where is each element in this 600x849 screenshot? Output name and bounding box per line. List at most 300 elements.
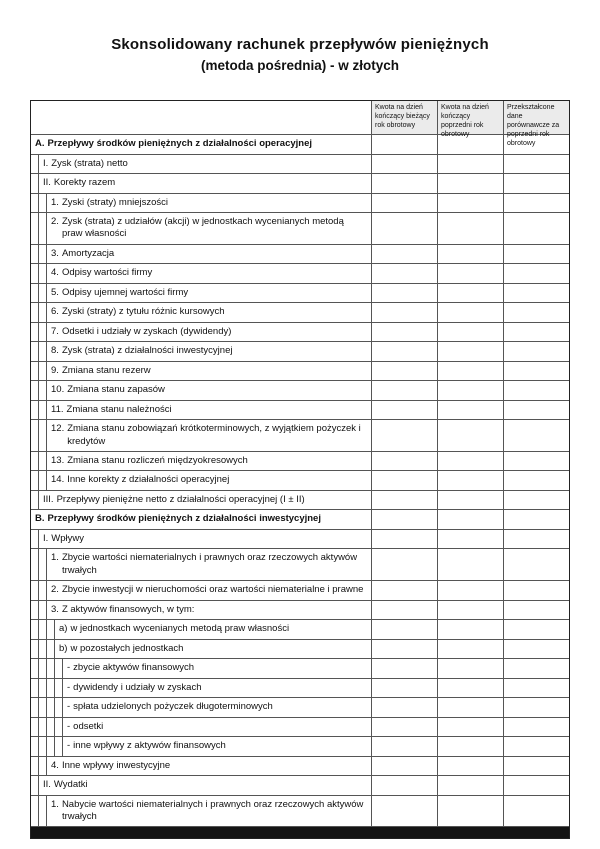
indent-guide — [47, 718, 55, 737]
row-number: I. — [43, 532, 49, 544]
value-cell[interactable] — [371, 549, 437, 580]
indent-guide — [39, 679, 47, 698]
value-cell[interactable] — [371, 640, 437, 659]
row-label — [31, 284, 371, 303]
value-cell[interactable] — [503, 776, 569, 795]
indent-guide — [39, 245, 47, 264]
column-header-previous-year: Kwota na dzień kończący poprzedni rok obrotowy — [437, 101, 503, 134]
indent-guide — [55, 718, 63, 737]
indent-guide — [47, 620, 55, 639]
value-cell[interactable] — [371, 342, 437, 361]
indent-guide — [55, 679, 63, 698]
value-cell[interactable] — [371, 737, 437, 756]
row-text: Inne korekty z działalności operacyjnej — [67, 474, 230, 486]
row-number: 11. — [51, 403, 64, 415]
row-text: spłata udzielonych pożyczek długoterminowych — [73, 701, 273, 713]
indent-guide — [31, 420, 39, 451]
table-row — [31, 640, 569, 660]
value-cell[interactable] — [503, 155, 569, 174]
row-number: 4. — [51, 759, 59, 771]
row-label — [31, 757, 371, 776]
indent-guide — [31, 155, 39, 174]
indent-guide — [39, 718, 47, 737]
row-number: 6. — [51, 306, 59, 318]
value-cell[interactable] — [371, 264, 437, 283]
indent-guide — [47, 737, 55, 756]
value-cell[interactable] — [437, 659, 503, 678]
row-text: Zysk (strata) netto — [51, 157, 128, 169]
value-cell[interactable] — [437, 401, 503, 420]
indent-guide — [39, 284, 47, 303]
row-number: 10. — [51, 384, 65, 396]
value-cell[interactable] — [503, 510, 569, 529]
row-label — [31, 620, 371, 639]
row-text: Odpisy wartości firmy — [61, 267, 153, 279]
value-cell[interactable] — [437, 549, 503, 580]
row-number: II. — [43, 779, 51, 791]
indent-guide — [31, 698, 39, 717]
row-text: zbycie aktywów finansowych — [73, 662, 195, 674]
indent-guide — [39, 342, 47, 361]
value-cell[interactable] — [437, 737, 503, 756]
row-number: - — [67, 720, 71, 732]
value-cell[interactable] — [503, 601, 569, 620]
value-cell[interactable] — [503, 659, 569, 678]
value-cell[interactable] — [503, 174, 569, 193]
value-cell[interactable] — [437, 510, 503, 529]
value-cell[interactable] — [437, 796, 503, 827]
row-text: Zmiana stanu zobowiązań krótkoterminowych, z wyjątkiem pożyczek i kredytów — [67, 423, 361, 447]
row-label — [31, 796, 371, 827]
row-text: Zyski (straty) mniejszości — [61, 196, 169, 208]
row-text: Przepływy środków pieniężnych z działalności operacyjnej — [47, 138, 313, 149]
value-cell[interactable] — [371, 245, 437, 264]
indent-guide — [39, 213, 47, 244]
value-cell[interactable] — [503, 679, 569, 698]
table-row — [31, 194, 569, 214]
indent-guide — [47, 659, 55, 678]
row-text: Zysk (strata) z udziałów (akcji) w jednostkach wycenianych metodą praw własności — [61, 216, 344, 240]
row-text: Zbycie inwestycji w nieruchomości oraz wartości niematerialne i prawne — [61, 584, 364, 596]
value-cell[interactable] — [437, 284, 503, 303]
value-cell[interactable] — [503, 549, 569, 580]
row-label — [31, 530, 371, 549]
table-row — [31, 718, 569, 738]
row-number: I. — [43, 157, 49, 169]
row-number: 3. — [51, 603, 59, 615]
table-body — [31, 135, 569, 827]
value-cell[interactable] — [371, 698, 437, 717]
indent-guide — [31, 303, 39, 322]
value-cell[interactable] — [503, 135, 569, 154]
indent-guide — [39, 401, 47, 420]
row-label — [31, 581, 371, 600]
row-label — [31, 640, 371, 659]
row-text: Amortyzacja — [61, 247, 115, 259]
table-row — [31, 245, 569, 265]
indent-guide — [39, 698, 47, 717]
indent-guide — [31, 264, 39, 283]
indent-guide — [31, 245, 39, 264]
table-row — [31, 381, 569, 401]
row-text: Nabycie wartości niematerialnych i prawnych oraz rzeczowych aktywów trwałych — [61, 798, 364, 822]
value-cell[interactable] — [371, 194, 437, 213]
value-cell[interactable] — [437, 135, 503, 154]
table-row — [31, 776, 569, 796]
value-cell[interactable] — [503, 284, 569, 303]
value-cell[interactable] — [437, 362, 503, 381]
value-cell[interactable] — [371, 381, 437, 400]
value-cell[interactable] — [371, 155, 437, 174]
row-text: w pozostałych jednostkach — [70, 642, 184, 654]
row-number: - — [67, 681, 71, 693]
value-cell[interactable] — [437, 452, 503, 471]
value-cell[interactable] — [437, 620, 503, 639]
table-row — [31, 362, 569, 382]
section-header-row — [31, 135, 569, 155]
value-cell[interactable] — [437, 213, 503, 244]
row-text: Z aktywów finansowych, w tym: — [61, 603, 195, 615]
value-cell[interactable] — [371, 135, 437, 154]
indent-guide — [39, 796, 47, 827]
value-cell[interactable] — [503, 303, 569, 322]
row-number: 3. — [51, 247, 59, 259]
value-cell[interactable] — [503, 452, 569, 471]
indent-guide — [31, 174, 39, 193]
value-cell[interactable] — [437, 194, 503, 213]
row-label — [31, 420, 371, 451]
value-cell[interactable] — [437, 420, 503, 451]
table-row — [31, 174, 569, 194]
table-row — [31, 737, 569, 757]
indent-guide — [31, 530, 39, 549]
row-text: Zbycie wartości niematerialnych i prawnych oraz rzeczowych aktywów trwałych — [61, 552, 358, 576]
row-label — [31, 264, 371, 283]
value-cell[interactable] — [503, 491, 569, 510]
indent-guide — [47, 698, 55, 717]
row-label — [31, 135, 371, 154]
indent-guide — [39, 620, 47, 639]
table-row — [31, 491, 569, 511]
row-number: II. — [43, 177, 51, 188]
section-header-row — [31, 510, 569, 530]
value-cell[interactable] — [503, 530, 569, 549]
value-cell[interactable] — [503, 323, 569, 342]
row-label — [31, 362, 371, 381]
row-number: - — [67, 740, 71, 752]
value-cell[interactable] — [503, 342, 569, 361]
indent-guide — [31, 284, 39, 303]
table-row — [31, 698, 569, 718]
value-cell[interactable] — [437, 323, 503, 342]
row-number: 1. — [51, 196, 59, 208]
value-cell[interactable] — [503, 471, 569, 490]
table-row — [31, 679, 569, 699]
value-cell[interactable] — [437, 155, 503, 174]
row-number: 7. — [51, 325, 59, 337]
value-cell[interactable] — [371, 776, 437, 795]
indent-guide — [31, 401, 39, 420]
cutoff-band — [31, 827, 569, 838]
value-cell[interactable] — [437, 640, 503, 659]
column-header-current-year: Kwota na dzień kończący bieżący rok obrotowy — [371, 101, 437, 134]
row-number: 9. — [51, 364, 59, 376]
row-label — [31, 323, 371, 342]
row-number: 1. — [51, 552, 59, 564]
indent-guide — [31, 549, 39, 580]
row-text: Zmiana stanu należności — [66, 403, 172, 415]
indent-guide — [31, 581, 39, 600]
row-number: 1. — [51, 798, 59, 810]
indent-guide — [39, 737, 47, 756]
value-cell[interactable] — [503, 640, 569, 659]
row-text: Przepływy pieniężne netto z działalności operacyjnej (I ± II) — [56, 493, 305, 505]
row-text: Inne wpływy inwestycyjne — [61, 759, 171, 771]
value-cell[interactable] — [437, 601, 503, 620]
row-label — [31, 601, 371, 620]
row-number: 2. — [51, 584, 59, 596]
row-label — [31, 549, 371, 580]
row-text: Zmiana stanu zapasów — [67, 384, 165, 396]
row-text: inne wpływy z aktywów finansowych — [73, 740, 226, 752]
indent-guide — [31, 757, 39, 776]
value-cell[interactable] — [371, 510, 437, 529]
value-cell[interactable] — [503, 401, 569, 420]
table-row — [31, 155, 569, 175]
indent-guide — [39, 471, 47, 490]
value-cell[interactable] — [437, 303, 503, 322]
column-header-restated-data: Przekształcone dane porównawcze za poprzedni rok obrotowy — [503, 101, 569, 134]
row-label — [31, 659, 371, 678]
row-number: 13. — [51, 454, 65, 466]
indent-guide — [39, 323, 47, 342]
value-cell[interactable] — [371, 303, 437, 322]
value-cell[interactable] — [371, 452, 437, 471]
table-row — [31, 796, 569, 828]
indent-guide — [31, 776, 39, 795]
value-cell[interactable] — [371, 659, 437, 678]
indent-guide — [31, 640, 39, 659]
table-row — [31, 530, 569, 550]
row-label — [31, 776, 371, 795]
value-cell[interactable] — [437, 718, 503, 737]
value-cell[interactable] — [503, 581, 569, 600]
value-cell[interactable] — [437, 776, 503, 795]
indent-guide — [31, 323, 39, 342]
row-text: Wydatki — [53, 779, 88, 791]
indent-guide — [31, 491, 39, 510]
value-cell[interactable] — [503, 213, 569, 244]
value-cell[interactable] — [437, 698, 503, 717]
indent-guide — [39, 640, 47, 659]
row-label — [31, 679, 371, 698]
value-cell[interactable] — [371, 420, 437, 451]
row-label — [31, 401, 371, 420]
value-cell[interactable] — [503, 718, 569, 737]
indent-guide — [55, 659, 63, 678]
value-cell[interactable] — [371, 530, 437, 549]
row-label — [31, 245, 371, 264]
indent-guide — [55, 737, 63, 756]
row-label — [31, 194, 371, 213]
value-cell[interactable] — [503, 194, 569, 213]
value-cell[interactable] — [503, 245, 569, 264]
indent-guide — [31, 737, 39, 756]
indent-guide — [31, 362, 39, 381]
row-text: Przepływy środków pieniężnych z działalności inwestycyjnej — [47, 513, 321, 525]
document-title: Skonsolidowany rachunek przepływów pieniężnych — [111, 36, 489, 53]
table-row — [31, 284, 569, 304]
value-cell[interactable] — [503, 264, 569, 283]
value-cell[interactable] — [371, 601, 437, 620]
value-cell[interactable] — [371, 323, 437, 342]
indent-guide — [39, 420, 47, 451]
indent-guide — [31, 796, 39, 827]
indent-guide — [31, 659, 39, 678]
indent-guide — [39, 601, 47, 620]
value-cell[interactable] — [371, 757, 437, 776]
value-cell[interactable] — [437, 530, 503, 549]
value-cell[interactable] — [371, 401, 437, 420]
row-label — [31, 155, 371, 174]
table-row — [31, 303, 569, 323]
value-cell[interactable] — [371, 796, 437, 827]
value-cell[interactable] — [503, 698, 569, 717]
value-cell[interactable] — [437, 174, 503, 193]
indent-guide — [39, 362, 47, 381]
indent-guide — [31, 194, 39, 213]
table-row — [31, 342, 569, 362]
value-cell[interactable] — [437, 581, 503, 600]
row-text: dywidendy i udziały w zyskach — [73, 681, 202, 693]
indent-guide — [39, 581, 47, 600]
row-number: - — [67, 662, 71, 674]
value-cell[interactable] — [437, 264, 503, 283]
row-label — [31, 342, 371, 361]
row-label — [31, 471, 371, 490]
row-number: 4. — [51, 267, 59, 279]
value-cell[interactable] — [503, 362, 569, 381]
document-subtitle: (metoda pośrednia) - w złotych — [200, 58, 400, 73]
row-number: - — [67, 701, 71, 713]
row-label — [31, 381, 371, 400]
row-number: 5. — [51, 286, 59, 298]
row-text: Zmiana stanu rozliczeń międzyokresowych — [67, 454, 248, 466]
indent-guide — [39, 659, 47, 678]
table-row — [31, 659, 569, 679]
table-row — [31, 323, 569, 343]
row-label — [31, 213, 371, 244]
indent-guide — [31, 471, 39, 490]
value-cell[interactable] — [503, 757, 569, 776]
indent-guide — [31, 718, 39, 737]
indent-guide — [55, 698, 63, 717]
row-number: B. — [35, 513, 45, 525]
table-row — [31, 601, 569, 621]
indent-guide — [31, 620, 39, 639]
value-cell[interactable] — [371, 718, 437, 737]
value-cell[interactable] — [371, 362, 437, 381]
indent-guide — [39, 549, 47, 580]
value-cell[interactable] — [503, 420, 569, 451]
indent-guide — [39, 194, 47, 213]
value-cell[interactable] — [371, 213, 437, 244]
indent-guide — [39, 381, 47, 400]
row-label — [31, 510, 371, 529]
value-cell[interactable] — [371, 471, 437, 490]
row-text: odsetki — [73, 720, 104, 732]
indent-guide — [39, 303, 47, 322]
row-number: A. — [35, 138, 45, 149]
value-cell[interactable] — [437, 245, 503, 264]
value-cell[interactable] — [503, 381, 569, 400]
value-cell[interactable] — [437, 679, 503, 698]
indent-guide — [31, 601, 39, 620]
row-text: Odsetki i udziały w zyskach (dywidendy) — [61, 325, 232, 337]
row-number: III. — [43, 493, 54, 505]
indent-guide — [31, 452, 39, 471]
row-label — [31, 737, 371, 756]
indent-guide — [39, 264, 47, 283]
indent-guide — [31, 381, 39, 400]
row-label — [31, 698, 371, 717]
row-label — [31, 303, 371, 322]
row-text: Odpisy ujemnej wartości firmy — [61, 286, 189, 298]
value-cell[interactable] — [371, 679, 437, 698]
indent-guide — [31, 213, 39, 244]
value-cell[interactable] — [437, 491, 503, 510]
row-text: w jednostkach wycenianych metodą praw własności — [70, 623, 290, 635]
row-number: 8. — [51, 345, 59, 357]
value-cell[interactable] — [371, 620, 437, 639]
indent-guide — [39, 452, 47, 471]
row-label — [31, 718, 371, 737]
value-cell[interactable] — [503, 737, 569, 756]
table-row — [31, 620, 569, 640]
value-cell[interactable] — [371, 284, 437, 303]
table-row — [31, 401, 569, 421]
row-text: Wpływy — [51, 532, 85, 544]
row-text: Zyski (straty) z tytułu różnic kursowych — [61, 306, 225, 318]
row-number: 2. — [51, 216, 59, 227]
row-label — [31, 452, 371, 471]
value-cell[interactable] — [371, 581, 437, 600]
header-label-cell — [31, 101, 371, 134]
value-cell[interactable] — [371, 174, 437, 193]
table-row — [31, 581, 569, 601]
value-cell[interactable] — [503, 796, 569, 827]
table-row — [31, 549, 569, 581]
table-row — [31, 264, 569, 284]
value-cell[interactable] — [437, 757, 503, 776]
value-cell[interactable] — [437, 471, 503, 490]
value-cell[interactable] — [503, 620, 569, 639]
indent-guide — [31, 342, 39, 361]
row-text: Zmiana stanu rezerw — [61, 364, 151, 376]
row-number: a) — [59, 623, 68, 635]
indent-guide — [39, 757, 47, 776]
value-cell[interactable] — [437, 342, 503, 361]
indent-guide — [47, 679, 55, 698]
value-cell[interactable] — [371, 491, 437, 510]
indent-guide — [31, 679, 39, 698]
table-row — [31, 452, 569, 472]
value-cell[interactable] — [437, 381, 503, 400]
row-number: b) — [59, 642, 68, 654]
table-row — [31, 471, 569, 491]
indent-guide — [47, 640, 55, 659]
row-label — [31, 491, 371, 510]
